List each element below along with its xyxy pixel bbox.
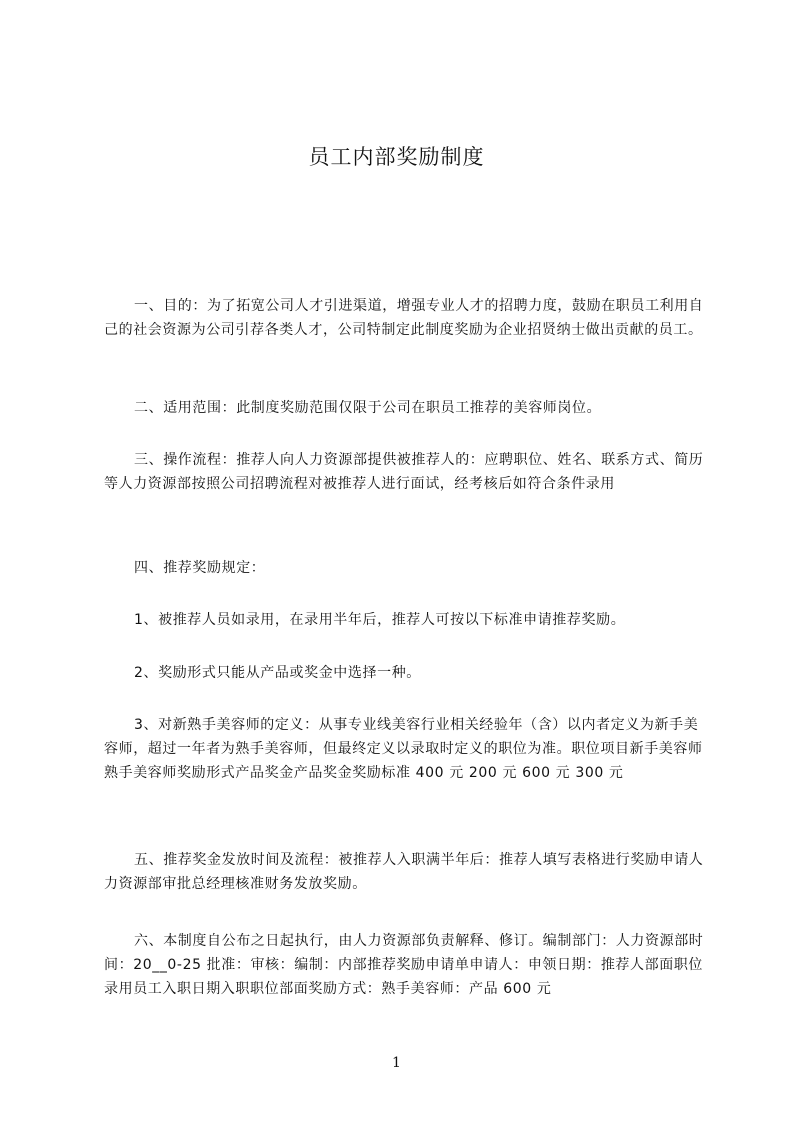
paragraph-rules-heading: 四、推荐奖励规定： — [134, 560, 266, 576]
paragraph-rule-3: 3、对新熟手美容师的定义：从事专业线美容行业相关经验年（含）以内者定义为新手美容师，超过一年者为熟手美容师，但最终定义以录取时定义的职位为准。职位项目新手美容师熟手美容师奖励形式产品奖金产品奖金奖励标准 400 元 200 元 600 元 300 元 — [104, 717, 703, 781]
paragraph-rule-2: 2、奖励形式只能从产品或奖金中选择一种。 — [134, 665, 421, 681]
paragraph-process: 三、操作流程：推荐人向人力资源部提供被推荐人的：应聘职位、姓名、联系方式、简历等人力资源部按照公司招聘流程对被推荐人进行面试，经考核后如符合条件录用 — [104, 452, 704, 492]
paragraph-purpose: 一、目的：为了拓宽公司人才引进渠道，增强专业人才的招聘力度，鼓励在职员工利用自己的社会资源为公司引荐各类人才，公司特制定此制度奖励为企业招贤纳士做出贡献的员工。 — [104, 298, 704, 338]
page-number: 1 — [392, 1055, 401, 1071]
paragraph-payment: 五、推荐奖金发放时间及流程：被推荐人入职满半年后：推荐人填写表格进行奖励申请人力资源部审批总经理核准财务发放奖励。 — [104, 852, 704, 892]
document-title: 员工内部奖励制度 — [308, 145, 485, 169]
paragraph-effective: 六、本制度自公布之日起执行，由人力资源部负责解释、修订。编制部门：人力资源部时间：20__0-25 批准：审核：编制：内部推荐奖励申请单申请人：申领日期：推荐人部面职位录用员工入职日期入职职位部面奖励方式：熟手美容师：产品 600 元 — [104, 933, 704, 997]
paragraph-scope: 二、适用范围：此制度奖励范围仅限于公司在职员工推荐的美容师岗位。 — [134, 400, 602, 416]
paragraph-rule-1: 1、被推荐人员如录用，在录用半年后，推荐人可按以下标准申请推荐奖励。 — [134, 612, 626, 628]
